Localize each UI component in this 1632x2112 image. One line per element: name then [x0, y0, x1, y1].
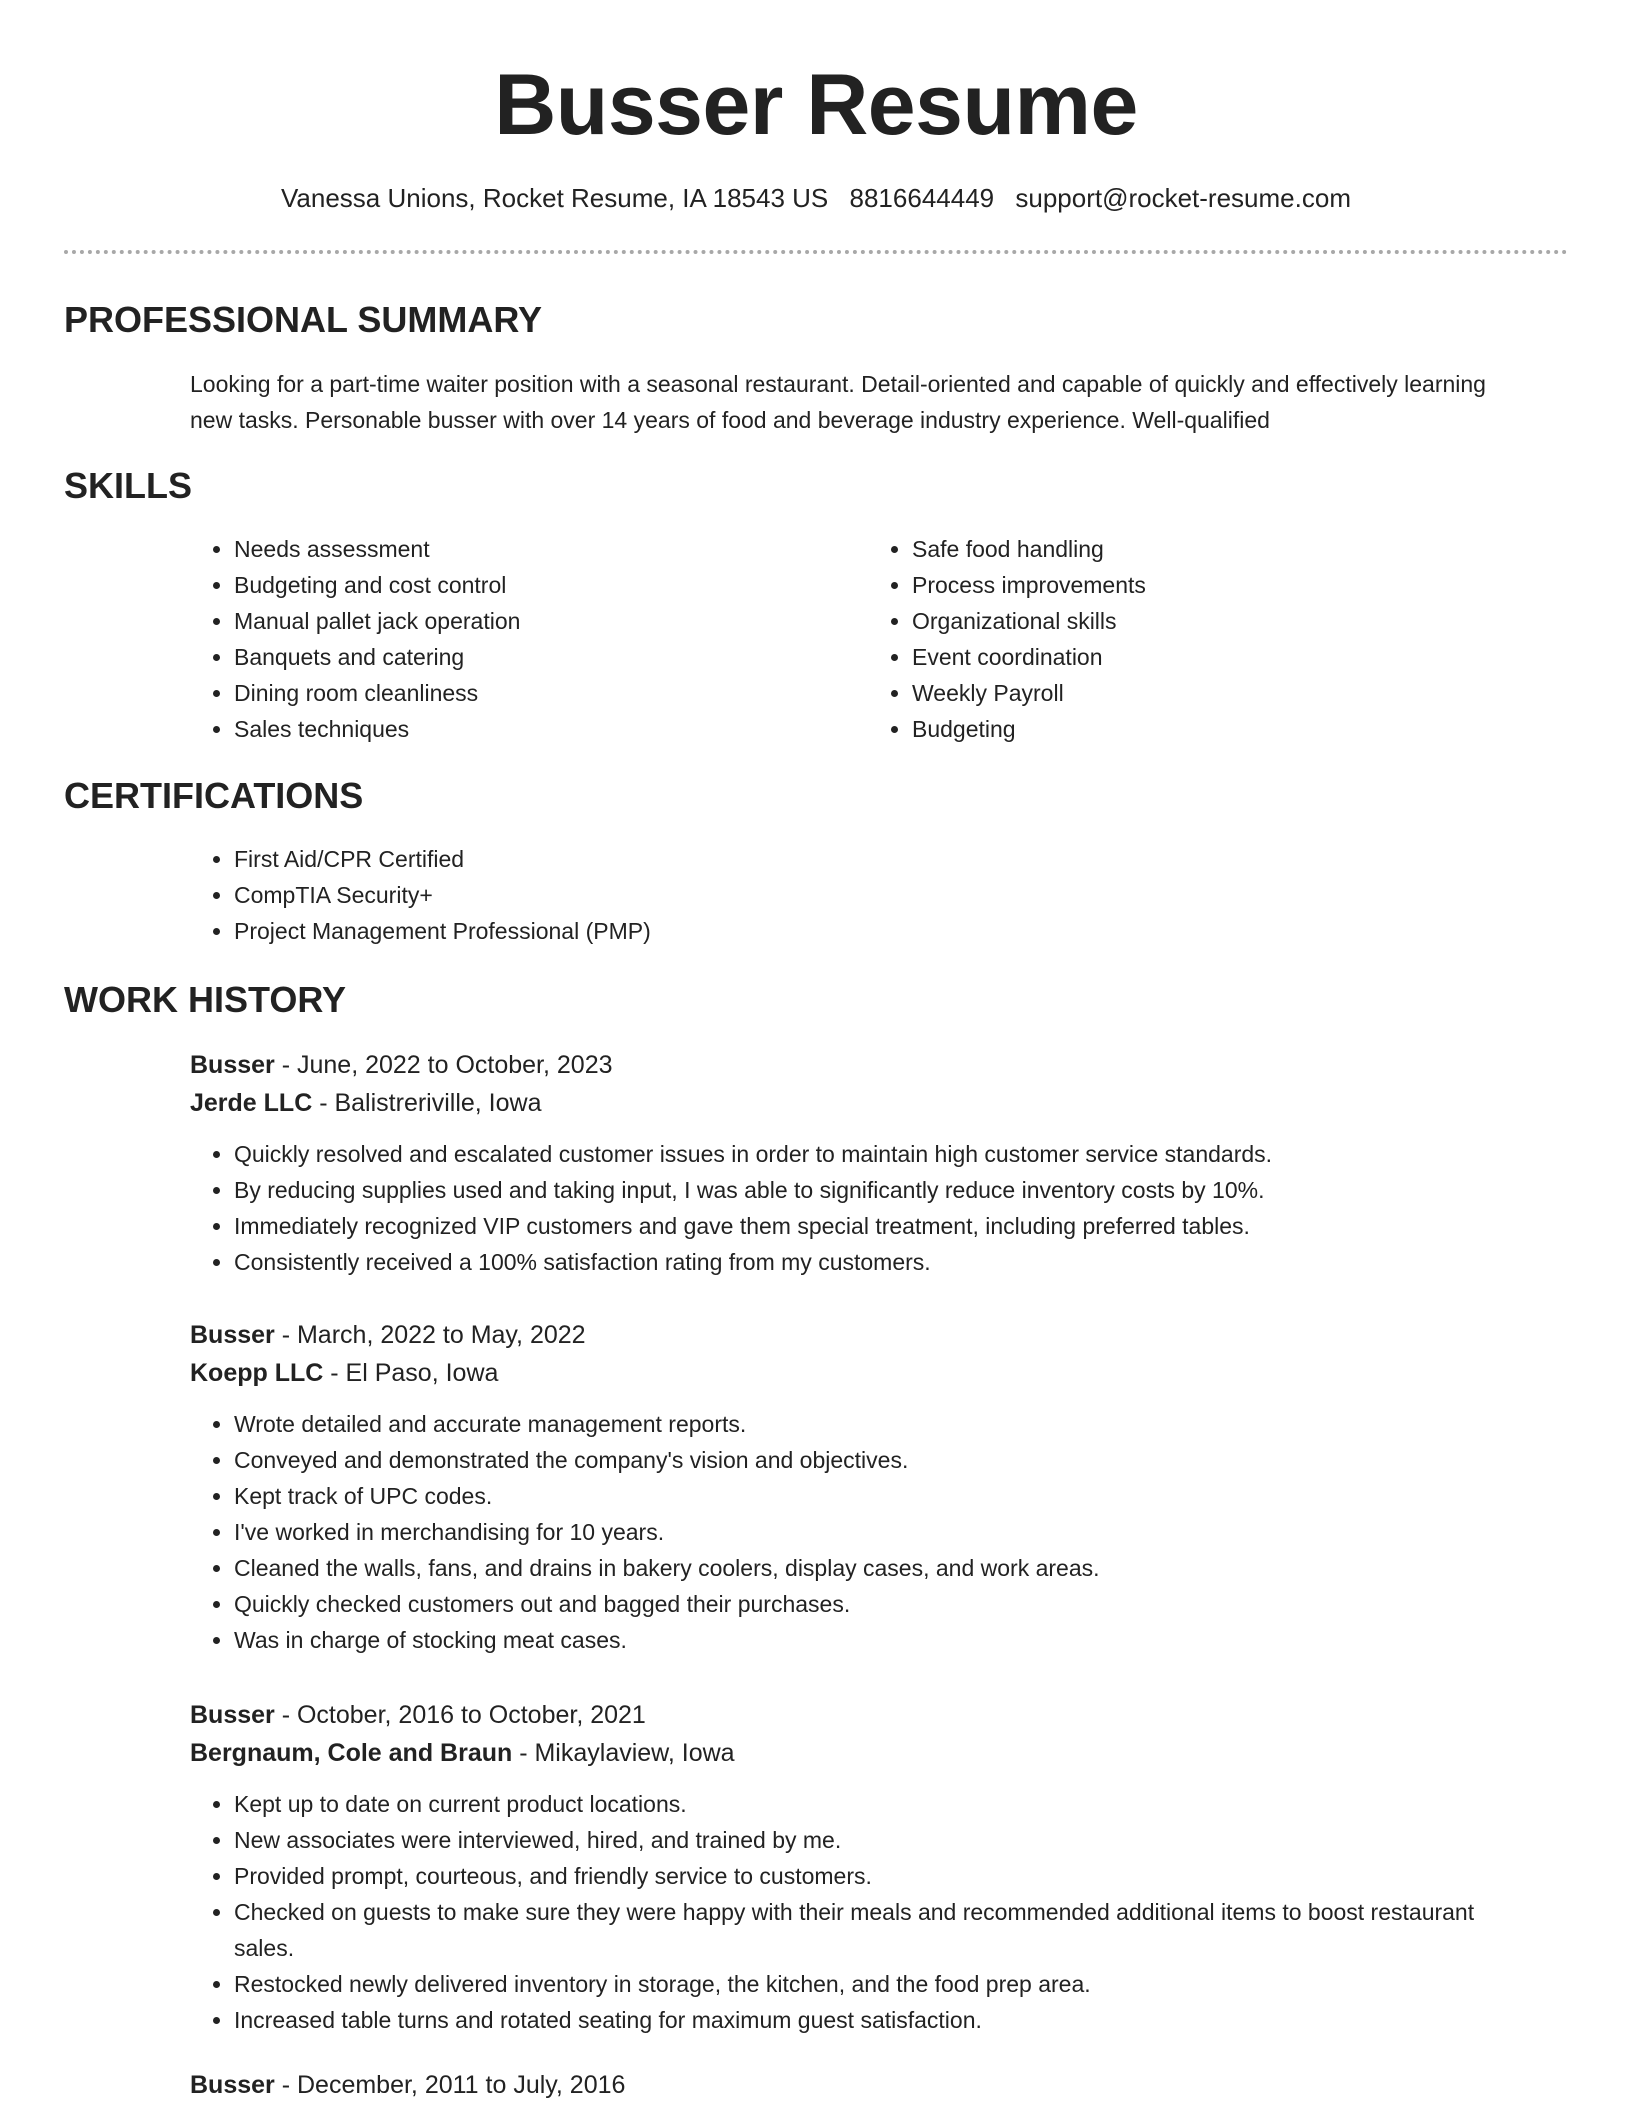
section-title-summary: PROFESSIONAL SUMMARY [64, 299, 543, 340]
list-item: • Safe food handling [912, 531, 1488, 567]
list-item: • Kept up to date on current product locations. [234, 1786, 1530, 1822]
skills-left-column [190, 531, 810, 747]
list-item: • Sales techniques [234, 711, 810, 747]
list-item: • Quickly checked customers out and bagged their purchases. [234, 1586, 1530, 1622]
list-item: • By reducing supplies used and taking input, I was able to significantly reduce inventory costs by 10%. [234, 1172, 1530, 1208]
list-item: • Cleaned the walls, fans, and drains in bakery coolers, display cases, and work areas. [234, 1550, 1530, 1586]
list-item: • Checked on guests to make sure they were happy with their meals and recommended additional items to boost restaurant sales. [234, 1894, 1530, 1966]
job-title-line [190, 1696, 1530, 1734]
list-item: • Weekly Payroll [912, 675, 1488, 711]
job-dates: - March, 2022 to May, 2022 [274, 1321, 586, 1349]
job-entry [190, 1046, 1530, 1280]
contact-phone: 8816644449 [849, 183, 995, 213]
contact-email[interactable]: support@rocket-resume.com [1015, 183, 1351, 213]
job-title-line [190, 1316, 1530, 1354]
job-location: - Balistreriville, Iowa [312, 1089, 542, 1117]
list-item: • Project Management Professional (PMP) [234, 913, 651, 949]
job-entry [190, 1696, 1530, 2038]
job-dates: - June, 2022 to October, 2023 [274, 1051, 613, 1079]
certifications-list [190, 841, 651, 949]
resume-title: Busser Resume [494, 57, 1138, 153]
list-item: • Budgeting and cost control [234, 567, 810, 603]
list-item: • I've worked in merchandising for 10 years. [234, 1514, 1530, 1550]
list-item: • Event coordination [912, 639, 1488, 675]
skills-list-left [190, 531, 810, 747]
skills-list-right [868, 531, 1488, 747]
list-item: • Immediately recognized VIP customers and gave them special treatment, including preferred tables. [234, 1208, 1530, 1244]
list-item: • CompTIA Security+ [234, 877, 651, 913]
job-title-line [190, 2066, 1530, 2104]
list-item: • Budgeting [912, 711, 1488, 747]
job-title-line [190, 1046, 1530, 1084]
contact-line [0, 180, 1632, 216]
job-title: Busser [190, 1051, 275, 1079]
job-company-line [190, 1084, 1530, 1122]
job-bullets [190, 1786, 1530, 2038]
list-item: • New associates were interviewed, hired, and trained by me. [234, 1822, 1530, 1858]
summary-text: Looking for a part-time waiter position with a seasonal restaurant. Detail-oriented and capable of quickly and effectively learning new tasks. Personable busser with over 14 years of food and beverage industry experience. Well-qualified [190, 371, 1486, 433]
list-item: • Banquets and catering [234, 639, 810, 675]
job-location: - Mikaylaview, Iowa [512, 1739, 735, 1767]
job-title: Busser [190, 1321, 275, 1349]
job-company: Koepp LLC [190, 1359, 324, 1387]
job-title: Busser [190, 2071, 275, 2099]
list-item: • Consistently received a 100% satisfaction rating from my customers. [234, 1244, 1530, 1280]
section-title-skills: SKILLS [64, 465, 193, 506]
job-entry [190, 1316, 1530, 1658]
list-item: • Provided prompt, courteous, and friendly service to customers. [234, 1858, 1530, 1894]
job-company-line [190, 1734, 1530, 1772]
list-item: • Manual pallet jack operation [234, 603, 810, 639]
job-company: Bergnaum, Cole and Braun [190, 1739, 513, 1767]
job-company-line [190, 1354, 1530, 1392]
list-item: • Organizational skills [912, 603, 1488, 639]
job-company: Jerde LLC [190, 1089, 313, 1117]
list-item: • First Aid/CPR Certified [234, 841, 651, 877]
section-title-work-history: WORK HISTORY [64, 979, 347, 1020]
job-location: - El Paso, Iowa [323, 1359, 499, 1387]
job-dates: - December, 2011 to July, 2016 [274, 2071, 626, 2099]
list-item: • Restocked newly delivered inventory in storage, the kitchen, and the food prep area. [234, 1966, 1530, 2002]
list-item: • Was in charge of stocking meat cases. [234, 1622, 1530, 1658]
job-bullets [190, 1406, 1530, 1658]
header-divider [64, 250, 1568, 254]
certifications-block [190, 841, 651, 949]
list-item: • Increased table turns and rotated seating for maximum guest satisfaction. [234, 2002, 1530, 2038]
list-item: • Wrote detailed and accurate management reports. [234, 1406, 1530, 1442]
job-title: Busser [190, 1701, 275, 1729]
job-entry [190, 2066, 1530, 2104]
list-item: • Needs assessment [234, 531, 810, 567]
section-title-certifications: CERTIFICATIONS [64, 775, 364, 816]
list-item: • Quickly resolved and escalated customer issues in order to maintain high customer service standards. [234, 1136, 1530, 1172]
contact-address: Vanessa Unions, Rocket Resume, IA 18543 US [281, 183, 829, 213]
list-item: • Process improvements [912, 567, 1488, 603]
skills-right-column [868, 531, 1488, 747]
job-dates: - October, 2016 to October, 2021 [274, 1701, 646, 1729]
list-item: • Dining room cleanliness [234, 675, 810, 711]
list-item: • Kept track of UPC codes. [234, 1478, 1530, 1514]
list-item: • Conveyed and demonstrated the company's vision and objectives. [234, 1442, 1530, 1478]
job-bullets [190, 1136, 1530, 1280]
